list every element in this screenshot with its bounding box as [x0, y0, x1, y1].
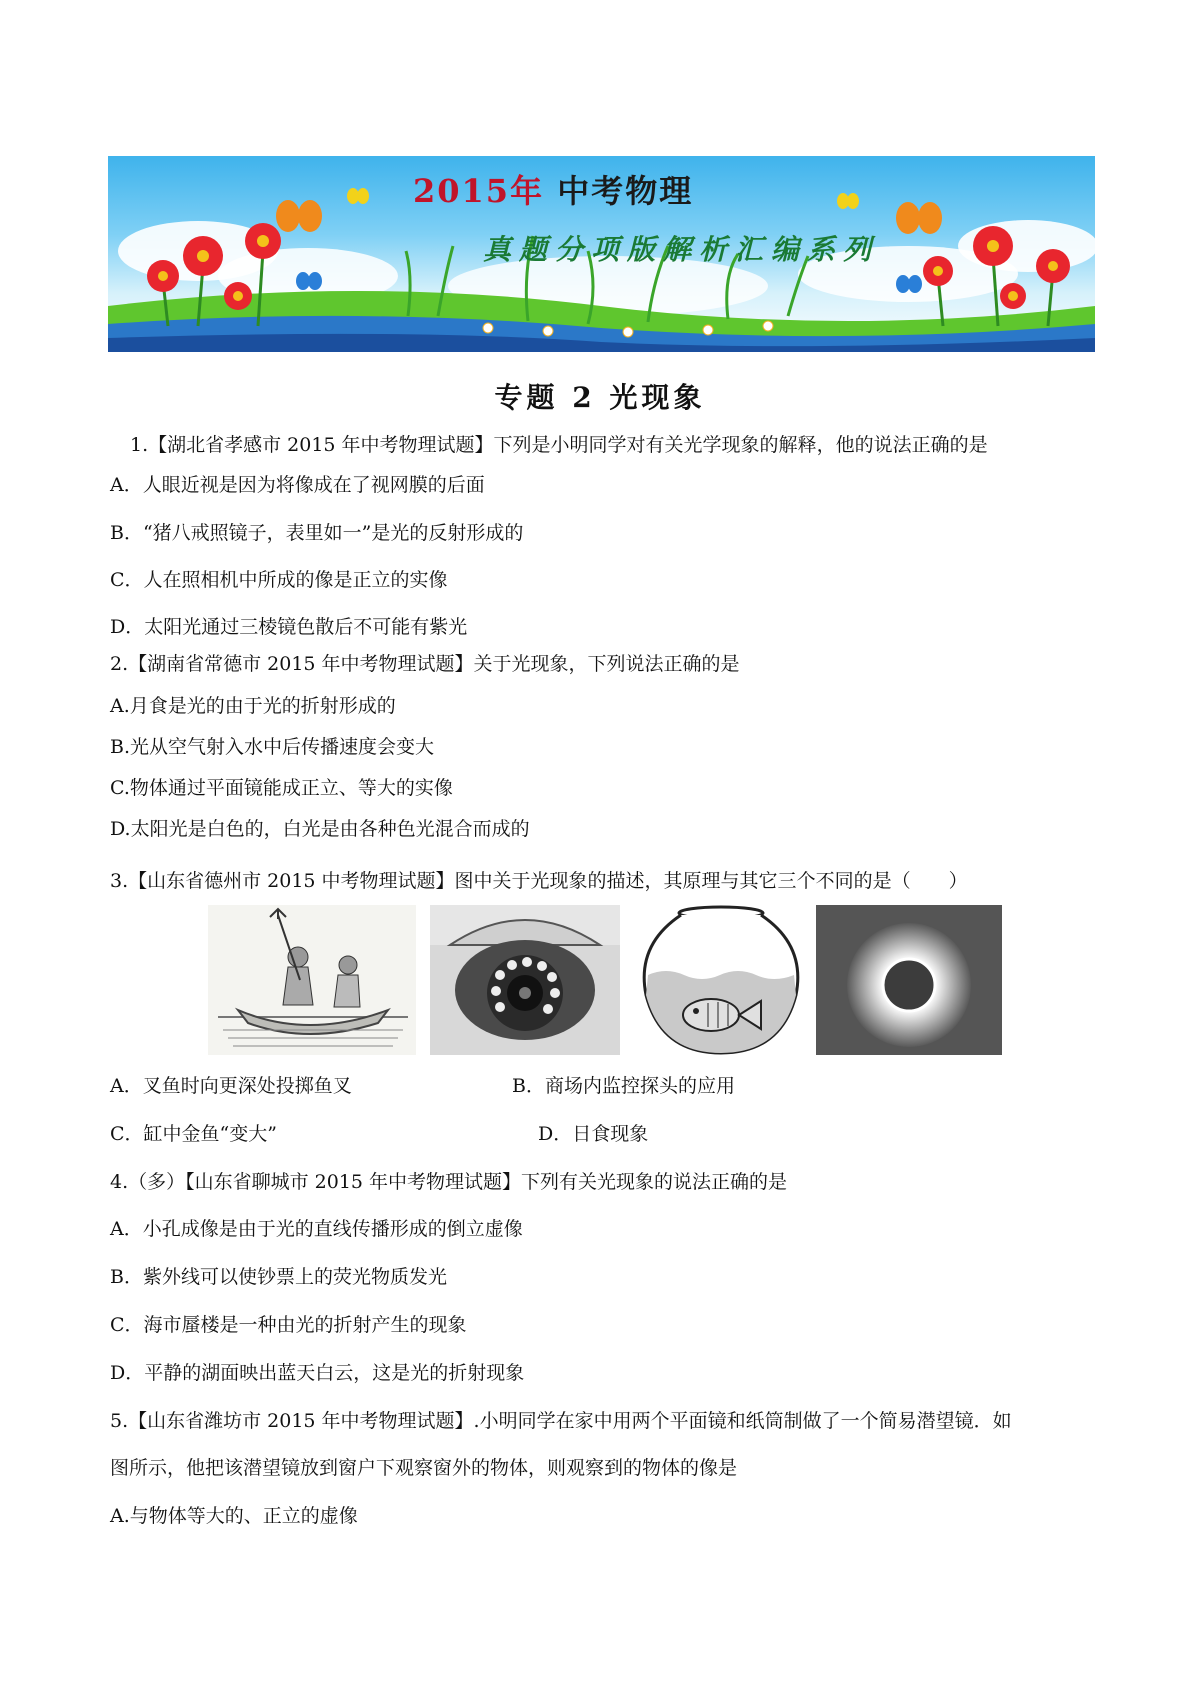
banner-subtitle: 真题分项版解析汇编系列: [483, 233, 880, 266]
question-2-option-d: D.太阳光是白色的，白光是由各种色光混合而成的: [110, 818, 530, 840]
question-4-option-a: A．小孔成像是由于光的直线传播形成的倒立虚像: [110, 1218, 523, 1240]
figure-solar-eclipse: [816, 905, 1002, 1055]
question-3-stem: 3.【山东省德州市 2015 中考物理试题】图中关于光现象的描述，其原理与其它三个不同的是（ ）: [110, 870, 968, 892]
question-4-option-c: C．海市蜃楼是一种由光的折射产生的现象: [110, 1314, 467, 1336]
question-2-stem: 2.【湖南省常德市 2015 年中考物理试题】关于光现象，下列说法正确的是: [110, 653, 740, 675]
question-1-stem: 1.【湖北省孝感市 2015 年中考物理试题】下列是小明同学对有关光学现象的解释，他的说法正确的是: [130, 434, 988, 456]
question-3-option-b: B．商场内监控探头的应用: [512, 1075, 735, 1097]
figure-fish-spearing: [208, 905, 416, 1055]
question-4-option-d: D．平静的湖面映出蓝天白云，这是光的折射现象: [110, 1362, 525, 1384]
question-4-option-b: B．紫外线可以使钞票上的荧光物质发光: [110, 1266, 447, 1288]
question-4-stem: 4.（多）【山东省聊城市 2015 年中考物理试题】下列有关光现象的说法正确的是: [110, 1171, 788, 1193]
figure-surveillance-camera: [430, 905, 620, 1055]
question-2-option-c: C.物体通过平面镜能成正立、等大的实像: [110, 777, 453, 799]
question-1-option-b: B．“猪八戒照镜子，表里如一”是光的反射形成的: [110, 522, 524, 544]
page-title: 专题 2 光现象: [494, 381, 706, 414]
question-5-stem-line-1: 5.【山东省潍坊市 2015 年中考物理试题】.小明同学在家中用两个平面镜和纸筒制做了一个简易潜望镜．如: [110, 1410, 1012, 1432]
question-1-option-a: A．人眼近视是因为将像成在了视网膜的后面: [110, 474, 485, 496]
question-5-stem-line-2: 图所示，他把该潜望镜放到窗户下观察窗外的物体，则观察到的物体的像是: [110, 1457, 738, 1479]
question-2-option-a: A.月食是光的由于光的折射形成的: [110, 695, 396, 717]
figure-goldfish-bowl: [636, 905, 806, 1055]
question-1-option-d: D．太阳光通过三棱镜色散后不可能有紫光: [110, 616, 468, 638]
question-5-option-a: A.与物体等大的、正立的虚像: [110, 1505, 358, 1527]
question-2-option-b: B.光从空气射入水中后传播速度会变大: [110, 736, 435, 758]
question-3-option-c: C．缸中金鱼“变大”: [110, 1123, 277, 1145]
question-3-option-a: A．叉鱼时向更深处投掷鱼叉: [110, 1075, 352, 1097]
header-banner: [108, 156, 1095, 352]
question-3-option-d: D．日食现象: [538, 1123, 649, 1145]
banner-title: 2015年 中考物理: [413, 172, 694, 210]
question-1-option-c: C．人在照相机中所成的像是正立的实像: [110, 569, 448, 591]
